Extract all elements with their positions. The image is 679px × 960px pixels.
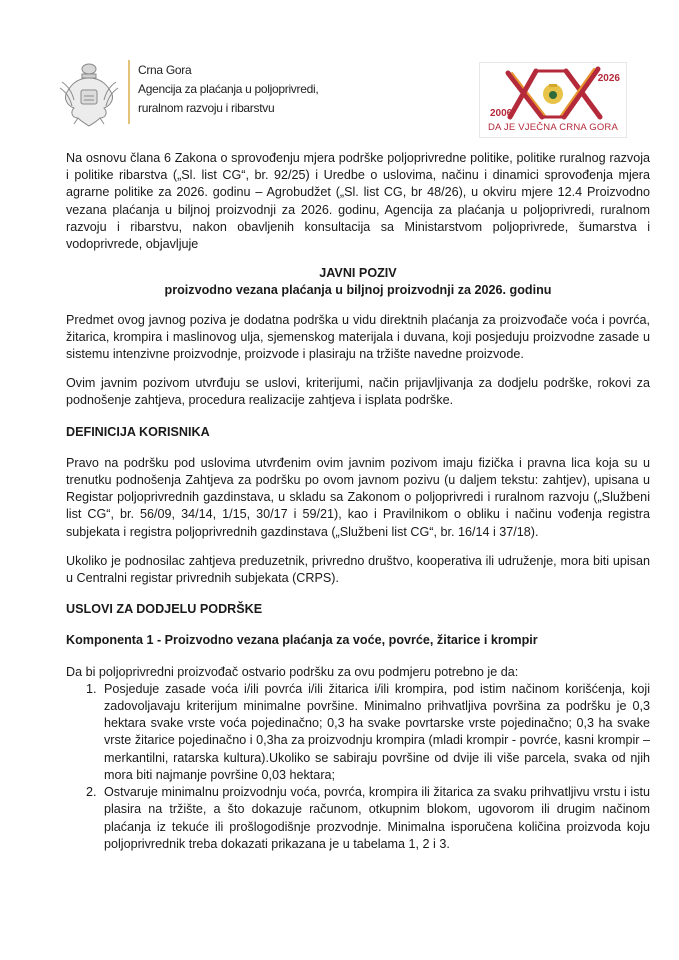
condition-item (66, 784, 650, 853)
section-heading-conditions: USLOVI ZA DODJELU PODRŠKE (66, 602, 263, 617)
subject-paragraph: Predmet ovog javnog poziva je dodatna podrška u vidu direktnih plaćanja za proizvođače voća i povrća, žitarica, krompira i maslinovog ulja, sjemenskog materijala i duvana, koji posjeduju proizvodne zasade u sistemu intenzivne proizvodnje, proizvode i plasiraju na tržište navedne proizvode. (66, 312, 650, 362)
conditions-intro: Da bi poljoprivredni proizvođač ostvario podršku za ovu podmjeru potrebno je da: (66, 664, 519, 679)
agency-line-1: Agencija za plaćanja u poljoprivredi, (138, 82, 319, 96)
component-1-heading: Komponenta 1 - Proizvodno vezana plaćanja za voće, povrće, žitarice i krompir (66, 633, 538, 648)
beneficiary-paragraph-1: Pravo na podršku pod uslovima utvrđenim ovim javnim pozivom imaju fizička i pravna lica koja su u trenutku podnošenja Zahtjeva za podršku po ovom javnom pozivu (u daljem tekstu: zahtjev), upisana u Registar poljoprivrednih gazdinstava, u skladu sa Zakonom o poljoprivredi i ruralnom razvoju („Službeni list CG“, br. 56/09, 34/14, 1/15, 30/17 i 59/21), kao i Pravilnikom o obliku i načinu vođenja registra subjekata i registra poljoprivrednih gazdinstava („Službeni list CG“, br. 16/14 i 37/18). (66, 455, 650, 539)
scope-paragraph: Ovim javnim pozivom utvrđuju se uslovi, kriterijumi, način prijavljivanja za dodjelu podrške, rokovi za podnošenje zahtjeva, procedura realizacije zahtjeva i isplata podrške. (66, 376, 650, 408)
divider (128, 60, 130, 124)
condition-item (66, 681, 650, 784)
condition-text: Ostvaruje minimalnu proizvodnju voća, povrća, krompira ili žitarica za svaku prihvatljivu vrstu i istu plasira na tržište, a što dokazuje računom, otkupnim blokom, ugovorom ili drugim načinom plaćanja iz tekuće ili prošlogodišnje prozvodnje. Minimalna isporučena količina proizvoda koju poljoprivrednik treba dokazati prikazana je u tabelama 1, 2 i 3. (104, 785, 650, 851)
condition-text: Posjeduje zasade voća i/ili povrća i/ili žitarica i/ili krompira, pod istim načinom korišćenja, koji zadovoljavaju kriterijum minimalne površine. Minimalno prihvatljiva površina za podršku je 0,3 hektara svake vrste voća pojedinačno; 0,3 ha svake povrtarske vrste pojedinačno; 0,3 ha svake vrste žitarice pojedinačno i 0,3ha za proizvodnju krompira (mladi krompir - povrće, kasni krompir – merkantilni, ratarska kultura).Ukoliko se sabiraju površine od dvije ili više parcela, svaka od njih mora biti najmanje površine 0,03 hektara; (104, 681, 650, 782)
jubilee-motto: DA JE VJEČNA CRNA GORA (487, 122, 619, 133)
intro-paragraph: Na osnovu člana 6 Zakona o sprovođenju mjera podrške poljoprivredne politike, politike ruralnog razvoja i politike ribarstva („Sl. list CG“, br. 92/25) i Uredbe o uslovima, načinu i dinamici sprovođenja mjera agrarne politike za 2026. godinu – Agrobudžet („Sl. list CG, br 48/26), u okviru mjere 12.4 Proizvodno vezana plaćanja u biljnoj proizvodnji za 2026. godinu, Agencija za plaćanja u poljoprivredi, ruralnom razvoju i ribarstvu, nakon obavljenih konsultacija sa Ministarstvom poljoprivrede, šumarstva i vodoprivrede, objavljuje (66, 151, 650, 252)
jubilee-logo (479, 62, 627, 138)
montenegro-coat-of-arms-icon (58, 60, 120, 128)
beneficiary-paragraph-2: Ukoliko je podnosilac zahtjeva preduzetnik, privredno društvo, kooperativa ili udruženje, mora biti upisan u Centralni registar privrednih subjekata (CRPS). (66, 553, 650, 586)
jubilee-year-end: 2026 (597, 73, 620, 84)
jubilee-year-start: 2006 (490, 108, 513, 119)
document-subtitle: proizvodno vezana plaćanja u biljnoj proizvodnji za 2026. godinu (164, 283, 552, 298)
condition-number: 2. (86, 785, 97, 800)
agency-country: Crna Gora (138, 63, 192, 77)
condition-number: 1. (86, 681, 97, 696)
section-heading-beneficiary: DEFINICIJA KORISNIKA (66, 424, 210, 439)
document-title-block (66, 265, 650, 299)
agency-name (138, 61, 318, 118)
document-body (66, 150, 650, 853)
agency-line-2: ruralnom razvoju i ribarstvu (138, 101, 275, 115)
document-title: JAVNI POZIV (319, 266, 397, 281)
conditions-list (66, 681, 650, 853)
